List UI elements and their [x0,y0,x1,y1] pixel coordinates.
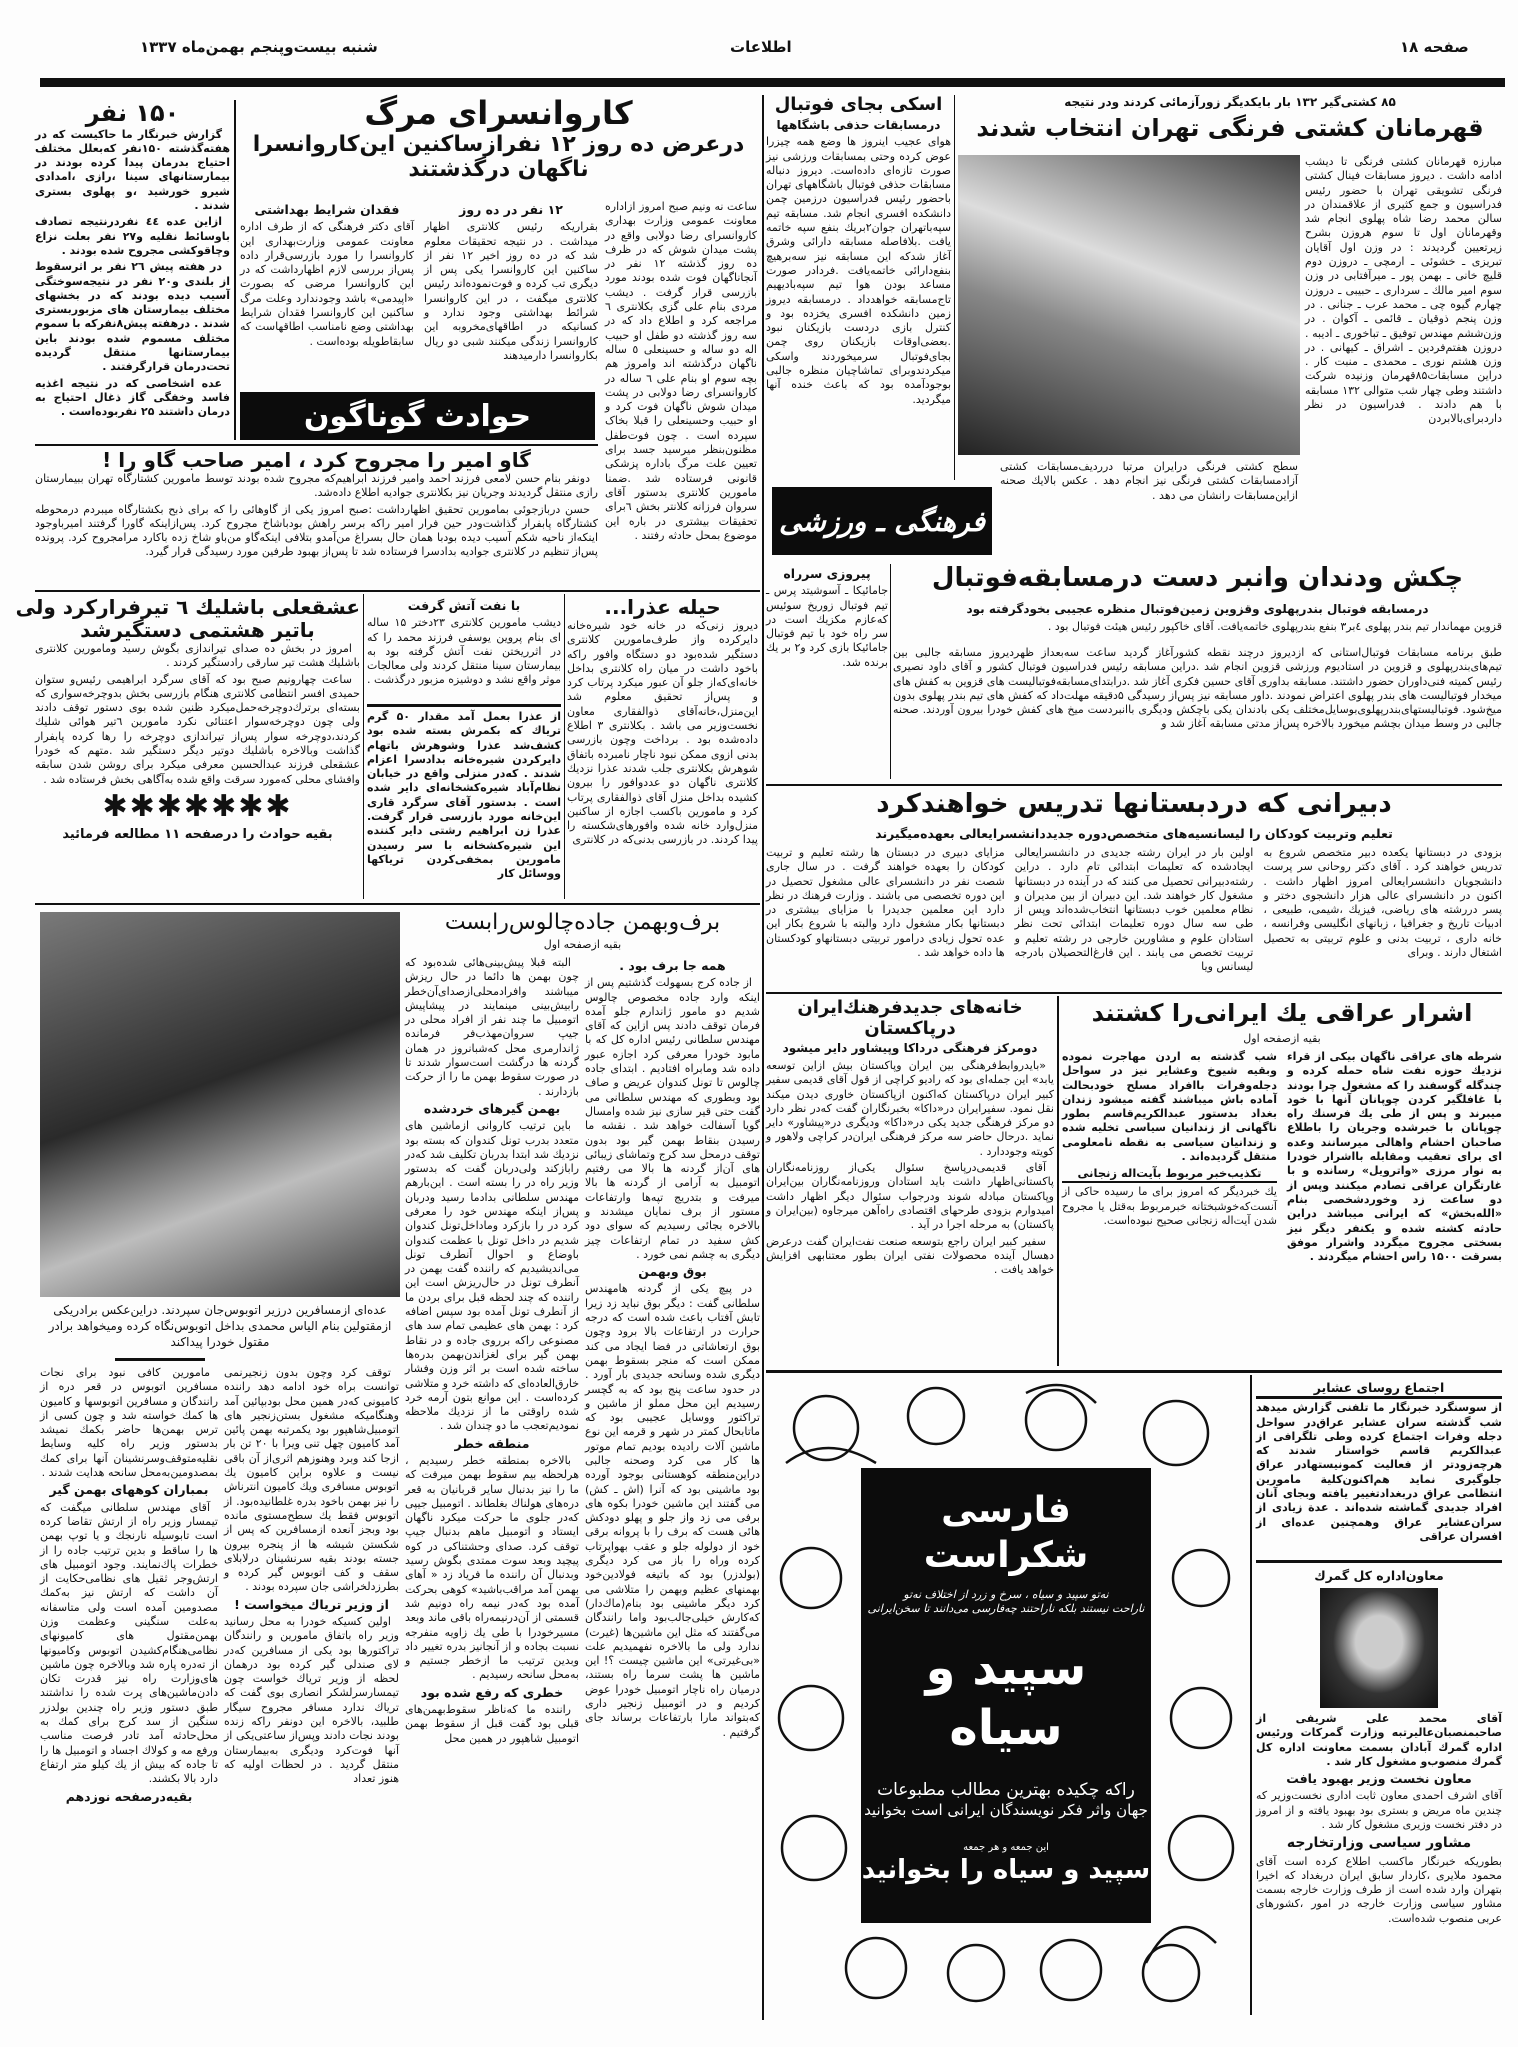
football-lead: قزوین مهماندار تیم بندر پهلوی ٤بر۳ بنفع بندرپهلوی خاتمه‌یافت. آقای خاکپور رئیس هیئت فوتبال بود . [1047,620,1502,633]
paragraph: دیروز زنی‌که در خانه خود شیره‌خانه دایرکرده واز طرف‌مامورین کلانتری دستگیر شده‌بود دو دستگاه وافور راکه باخود داشت در میان راه کلانتری بداخل خانه‌ای‌که‌از جلو آن عبور میکرد پرتاب کرد و پس‌از تحقیق معلوم شد این‌منزل،خانه‌آقای ذوالفقاری معاون نخست‌وزیر می باشد . بکلانتری ۳ اطلاع داده‌شده بود . برداخت وچون بازرسی بدنی ازوی ممکن نبود ناچار نامبرده باتفاق شوهرش بکلانتری جلب شدند عذرا نزدیك کلانتری ناگهان دو عددوافور را بیرون کشیده بداخل منزل آقای ذوالفقاری پرتاب کرد و مامورین باکسب اجازه از ساکنین منزل‌وارد خانه شده وافورهای‌شکسته را پیدا کردند. در بازرسی بدنی‌که در کلانتری [567,619,758,847]
paragraph: آقای قدیمی‌درپاسخ سئوال یکی‌از روزنامه‌نگاران پاکستانی‌اظهار داشت باید استادان وروزنامه‌نگاران بین‌ایران وپاکستان مبادله شوند ودرجواب سئوال دیگر اظهار داشت امیدوارم بزودی طرحهای اقتصادی راه‌آهن میرجاوه (بین‌ایران و پاکستان) به مرحله اجرا در آید . [766,1161,1054,1232]
chalus-column-4 [40,1366,218,1807]
paragraph: ازاین عده ٤٤ نفردرنتیجه تصادف باوسائط نقلیه و۲۷ نفر بعلت نزاع وچاقوکشی مجروح شده بودند . [35,215,230,257]
paragraph: البته قبلا پیش‌بینی‌هائی شده‌بود که چون بهمن ها دائما در حال ریزش میباشند وافرادمحلی‌ازصدای‌آن‌خطر رابیش‌بینی مینمایند در پیشاپیش اتومبیل ما چند نفر از افراد محلی در جیپ سروان‌مهذب‌فر فرمانده ژاندارمری محل که‌شبانروز در همان گردنه ها درگشت است‌سوار شدند تا در صورت سقوط بهمن ما را از حرکت بازدارند . [405,956,579,1098]
section-heading: مشاور سیاسی وزارتخارجه [1286,1835,1472,1852]
section-heading: معاون نخست وزیر بهبود یافت [1286,1771,1472,1787]
article-eshghali [15,595,360,846]
column-divider [234,100,236,440]
section-heading: بهمن گیرهای خردشده [423,1100,561,1116]
caravansara-columns [240,200,598,363]
section-heading: بوق وبهمن [638,1264,707,1280]
divider [35,590,760,592]
column-divider [954,95,955,480]
caravansara-column: ساعت نه ونیم صبح امروز ازاداره معاونت عمومی وزارت بهداری کاروانسرای رضا دولابی واقع در پشت میدان شوش که در ظرف ده روز گذشته ۱۲ نفر در آنجاناگهان فوت شده بودند مورد بازرسی قرار گرفت . دیشب مردی بنام علی گزی بکلانتری ٦ مراجعه کرد و اطلاع داد که در سه روز گذشته دو طفل او حبیب اله دو ساله و حسینعلی ٥ ساله ناگهان درگذشته اند وامروز هم بچه سوم او بنام علی ٦ ساله در کاروانسرای رضا دولابی در پشت میدان شوش ناگهان فوت کرد و او حبیب وحسینعلی را قبلا بخاک سپرده است . چون فوت‌طفل مظنون‌بنظر میرسید جسد برای تعیین علت مرگ باداره پزشکی قانونی فرستاده شد .ضمنا مامورین کلانتری بدستور آقای سروان فرزانه کلانتر بخش ٦برای تحقیقات بیشتری در باره این موضوع بمحل حادثه رفتند . [605,200,757,542]
paragraph: هوای عجیب اینروز ها وضع همه چیزرا عوض کرده وحتی بمسابقات ورزشی نیز صورت تازه‌ای داده‌است. دیروز دنباله مسابقات حذفی فوتبال باشگاههای تهران باحضور رئیس فدراسیون درزمین چمن دانشکده افسری انجام شد. مسابقه تیم سپه‌باتهران جوان۲بریك بنفع سپه خاتمه یافت .بلافاصله مسابقه دارائی وشرق آغاز شدکه این مسابقه نیز سه‌برهیچ بنفع‌دارائی خاتمه‌یافت .فردادر صورت مساعد بودن هوا تیم سپه‌بادیهیم تاج‌مسابقه خواهدداد . درمسابقه دیروز زمین دانشکده افسری یخزده بود و کنترل بازی دردست بازیکنان نبود .بعضی‌اوقات بازیکنان روی چمن بجای‌فوتبال سرمیخوردند واسکی میکردندوبرای تماشاچیان منظره جالبی بوجودآمده بود که باعث خنده آنها میگردید. [766,135,951,406]
divider [766,1370,1502,1373]
paragraph: باین ترتیب کاروانی ازماشین های متعدد بدرب تونل کندوان که بسته بود نزدیك شد ابتدا بدربان تکلیف شد که‌در رابازکند ولی‌دربان گفت که بدستور وزیر راه در را بسته است . این‌بارهم مهندس سلطانی بدادما رسید ودربان پس‌از اینکه مهندس خود را معرفی کرد در را بازکرد وماداخل‌تونل کندوان شدیم در داخل تونل با عظمت کندوان باوضاع و احوال آنطرف تونل می‌اندیشیدیم که راننده گفت بهمن در آنطرف تونل در حال‌ریزش است این راننده که چند لحظه قبل برای بردن ما از آنطرف تونل آمده بود سپس اضافه کرد : بهمن های عظیمی تمام سد های مصنوعی راکه برروی جاده و در نقاط بهمن گیر برای لغزاندن‌بهمن بدره‌ها ساخته شده است بر اثر وزن وفشار خارق‌العاده‌ای که داشته خرد و متلاشی کرده‌است . این موانع بتون آرمه خرد شده راوقتی ما از نزدیك ملاحظه نمودیم‌تعجب ما دو چندان شد . [405,1119,579,1433]
iraq-column-1: شرطه های عراقی ناگهان بیکی از قراء نزدیك حوزه نفت شاه حمله کرده و چندگله گوسفند را که مشغول چرا بودند با غافلگیر کردن چوپانان آنها با خود میبرند و پس از طی یك فرسنك راه چوپانان با خبرشده وجریان را باطلاع صاحبان احشام واهالی میرسانند وعده ای برای تعقیب ومقابله بااشرار خودرا به نوار مرزی «واترویل» رسانده و با غارتگران عراقی تصادم میکنند وپس از دو ساعت زد وخوردشخصی بنام «الله‌بخش» که ایرانی میباشد دراین حادثه کشته شده و یکنفر دیگر نیز بسختی مجروح میگردد واشرار موفق بسرقت ۱۵۰۰ راس احشام میگردند . [1287,1050,1502,1264]
article-opium: از عذرا بعمل آمد مقدار ۵۰ گرم تریاك که بکمرش بسته شده بود کشف‌شد عذرا وشوهرش باتهام دایرکردن شیره‌خانه بدادسرا اعزام شدند . که‌در منزلی واقع در خیابان نظام‌آباد شیره‌کشخانه‌ای دایر شده است . بدستور آقای سرگرد قاری این‌خانه مورد بازرسی قرار گرفت. عذرا زن ابراهیم رشتی دایر کننده این شیره‌کشخانه با سر رسیدن مامورین بمخفی‌کردن تریاکها ووسائل کار [367,710,561,881]
headline-teachers: دبیرانی که دردبستانها تدریس خواهندکرد [876,789,1392,819]
paragraph: از سوسنگرد خبرنگار ما تلفنی گزارش میدهد شب گذشته سران عشایر عراق‌در سواحل دجله وفرات اجتماع کرده وطی تلگرافی از عبدالکریم قاسم خواستار شدند که هرچه‌زودتر از فعالیت کمونیستهادر عراق جلوگیری نماید هم‌اکنون‌کلیة مامورین انتظامی عراق دربغدادتغییر یافته وبجای آنان افراد جدیدی گماشته شده‌اند . عدة زیادی از سران‌عشایر عراق وهمچنین عده‌ای از افسران عراقی [1256,1401,1502,1543]
paragraph: یك خبردیگر که امروز برای ما رسیده حاکی از آنست‌که‌خوشبختانه خبرمربوط به‌قتل یا مجروح شدن آیت‌اله زنجانی صحیح نبوده‌است. [1062,1185,1277,1227]
paragraph: گزارش خبرنگار ما حاکیست که در هفته‌گذشته ۱۵۰نفر که‌بعلل مختلف احتیاج بدرمان پیدا کرده بودند در بیمارستانهای سینا ،رازی ،امدادی شیرو خورشید ،و پهلوی بستری شدند . [35,127,230,213]
divider [115,1358,205,1361]
paragraph: ساعت چهارونیم صبح بود که آقای سرگرد ابراهیمی رئیس‌و ستوان حمیدی افسر انتظامی کلانتری هنگام بازرسی بخش بدوچرخه‌سواری که بسته‌ای برترك‌دوچرخه‌حمل‌میکرد ظنین شده بوی دستور توقف دادند ولی چون دوچرخه‌سوار اعتنائی نکرد مامورین ٦تیر هوائی شلیك کردند،دوچرخه سوار پس‌از تیراندازی دوچرخه را رها کرده پابفرار گذاشت وبالاخره باشلیك دوتیر دیگر دستگیر شد .متهم که خودرا عشقعلی فرزند عبدالحسین معرفی میکرد برای روشن شدن سابقه وافشای محلی که‌مورد سرقت واقع شده به‌آگاهی بخش فرستاده شد . [35,672,360,786]
subheadline: درمسابقات حذفی باشگاهها [776,117,941,132]
headline: باتیر هشتمی دستگیرشد [80,618,315,642]
culture-sports-banner: فرهنگی ـ ورزشی [772,487,992,555]
ad-line: نه‌تو سپید و سیاه ، سرخ و زرد از اختلاف نه‌تو [903,1588,1109,1601]
section-heading: منطقه خطر [454,1435,530,1451]
section-heading: فقدان شرایط بهداشتی [254,202,400,217]
paragraph: بزودی در دبستانها یکعده دبیر متخصص شروع به تدریس خواهند کرد . آقای دکتر روحانی سر پرست دانشجویان دانشسرایعالی امروز اظهار داشت . اکنون در دانشسرای عالی هزار دانشجوی دختر و پسر دررشته های ریاضی، فیزیك ،شیمی، طبیعی ، ادبیات تاریخ و جغرافیا ، زبانهای انگلیسی وفرانسه ، خانه داری ، تربیت بدنی و علوم تربیتی به تحصیل اشتغال دارند . وبرای [1263,846,1502,960]
headline: خانه‌های جدیدفرهنك‌ایران درپاکستان [797,997,1023,1039]
page-number: صفحه ۱۸ [1400,38,1469,56]
continued-from: بقیه ازصفحه اول [543,938,622,951]
paragraph: عده اشخاصی که در نتیجه اغذیه فاسد وخفگی گاز ذغال احتیاج به درمان داشتند ۲۵ نفربوده‌است . [35,376,230,419]
continued-from: بقیه ازصفحه اول [1243,1032,1321,1045]
paragraph: شب گذشته به اردن مهاجرت نموده وبقیه شیوخ وعشایر نیز در سواحل دجله‌وفرات باافراد مسلح خودبحالت آماده باش میباشند گفته میشود زندان بغداد بدستور عبدالکریم‌قاسم بطور ناگهانی از زندانیان سیاسی تخلیه شده و زندانیان سیاسی به نقطه نامعلومی منتقل گردیده‌اند . [1062,1050,1277,1164]
continued-note: بقیه‌درصفحه نوزدهم [65,1788,193,1804]
portrait-photo [1320,1588,1438,1708]
chalus-column-3 [224,1366,399,1789]
chalus-column-2 [405,956,579,1748]
paragraph: در هفته پیش ۲٦ نفر بر اثرسقوط از بلندی و۲۰ نفر در نتیجه‌سوختگی آسیب دیده بودند که در بخشهای مختلف بیمارستان های مزبوربستری شدند . درهفته پیش۸نفرکه با سموم مختلف مسموم شده بودند باین بیمارستانها منتقل گردیده تحت‌درمان قرارگرفتند . [35,260,231,374]
paragraph: مامورین کافی نبود برای نجات مسافرین اتوبوس در قعر دره از رانندگان و مسافرین اتوبوسها و کامیون ها کمك خواسته شد و چون کسی از ترس بهمن‌ها حاضر بکمك نمیشد بدستور وزیر راه کلیه وسایط نقلیه‌متوقف‌وسرنشینان آنها برای کمك بمصدومین‌به‌محل سانحه هدایت شدند . [40,1366,218,1480]
headline-wrestling: قهرمانان کشتی فرنگی تهران انتخاب شدند [976,114,1484,142]
paragraph: آقای اشرف احمدی معاون ثابت اداری نخست‌وزیر که چندین ماه مریض و بستری بود بهبود یافته و از امروز در دفتر نخست وزیری مشغول کار شد . [1256,1789,1502,1832]
headline-customs: معاون‌اداره کل گمرك [1314,1568,1444,1583]
section-heading: از وزیر تریاك میخواست ! [234,1596,389,1612]
paragraph: دیشب مامورین کلانتری ۲۳دختر ۱۵ ساله ای بنام پروین یوسفی فرزند محمد را که در اثرریختن نفت آتش گرفته بود به بیمارستان سینا منتقل کردند ولی معالجات موثر واقع نشد و دوشیزه مزبور درگذشت . [367,616,561,687]
ad-brand: سپید و سیاه [925,1639,1087,1756]
paragraph: «بایدروابط‌فرهنگی بین ایران وپاکستان بیش ازاین توسعه یابد» این جمله‌ای بود که رادیو کراچی از قول آقای قدیمی سفیر کبیر ایران درپاکستان که‌اکنون ازپاکستان خاوری دیدن میکند نقل نمود. سفیرایران در«داکا» بخبرنگاران گفت که‌در نظر دارد دو مرکز فرهنگی جدید یکی در«داکا» ودیگری در«پیشاور» دایر نماید .درحال حاضر سه مرکز فرهنگی ایران‌در کراچی ولاهور و کویته وجوددارد . [766,1058,1054,1158]
divider [35,444,598,446]
page-center-divider [762,95,764,2020]
article-caravansara [240,95,757,182]
article-patients [35,100,230,422]
column-divider [890,564,891,779]
headline: گاو امیر را مجروح کرد ، امیر صاحب گاو را ! [102,448,531,472]
ad-cta: سپید و سیاه را بخوانید [861,1855,1151,1885]
wrestling-caption: سطح کشتی فرنگی درایران مرتبا درردیف‌مسابقات کشتی آزادمسابقات کشتی فرنگی نیز انجام دهد . عکس بالایك صحنه ازاین‌مسابقات رانشان می دهد . [1000,460,1298,502]
paragraph: مزایای دبیری در دبستان ها رشته تعلیم و تربیت کودکان را بعهده خواهند گرفت . در سال جاری شصت نفر در دانشسرای عالی مشغول تحصیل در این دوره تخصصی می باشند . وزارت فرهنك در نظر دارد این معلمین جدیدرا با مزایای بیشتری در دبستانها بکار مشغول دارد والبته با شروع بکار این عده تحول زیادی درامور تربیتی دبستانهاو کودکستان ها داده خواهد شد . [765,846,1005,960]
paragraph: از جاده کرج بسهولت گذشتیم پس از اینکه وارد جاده مخصوص چالوس شدیم دو مامور ژاندارم جلو آمده فرمان توقف دادند پس ازاین که آقای مهندس سلطانی رئیس اداره کل که با مابود خودرا معرفی کرد اجازه عبور داده شد ومابراه افتادیم . ابتدای جاده چالوس تا تونل کندوان عریض و صاف بود وبطوری که مهندس سلطانی می گفت حتی قیر سازی نیز شده وامسال گویا آسفالت خواهد شد . نقشه ما رسیدن بنقاط بهمن گیر بود بدون توقف درمحل سد کرج وتماشای زیبائی های آن‌از گردنه ها بالا می رفتیم اتومبیل به آرامی از گردنه ها بالا میرفت و بتدریج تپه‌ها وارتفاعات مستور از برف نمایان میشدند و بالاخره بجائی رسیدیم که سوای دود کش سفید در تمام ارتفاعات چیز دیگری به چشم نمی خورد . [585,976,760,1261]
paragraph: اولین بار در ایران رشته جدیدی در دانشسرایعالی ایجادشده که تعلیمات ابتدائی تام دارد . دراین رشته‌دبیرانی تحصیل می کنند که در آینده در دبستانها مشغول کار خواهند شد. این دبیران از بین مدیران و نظام معلمین خوب دبستانها انتخاب‌شده‌اند وپس از طی سه سال دوره تعلیمات ابتدائی تحت نظر استادان علوم و مشاورین خارجی در رشته تعلیم و تربیت تخصص می یابند . این فارغ‌التحصیلان بادرجه لیسانس ویا [1014,846,1254,974]
headline: عشقعلی باشلیك ٦ تیرفرارکرد ولی [15,595,360,619]
headline: کاروانسرای مرگ [364,94,633,132]
masthead-rule [40,78,1505,87]
issue-date: شنبه بیست‌وپنجم بهمن‌ماه ۱۳۳۷ [140,38,378,56]
paragraph: آقای دکتر فرهنگی که از طرف اداره معاونت عمومی وزارت‌بهداری این کاروانسرا را مورد بازرسی‌قرار داده پس‌از بررسی لازم اظهارداشت که در این کاروانسرا مرضی که بصورت «اپیدمی» باشد وجودندارد وعلت مرگ ساکنین این کاروانسرا فقدان شرایط بهداشتی وضع نامناسب اطاقهاست که سابقاطویله بوده‌است . [240,220,414,348]
divider [367,704,561,707]
paragraph: بطوریکه خبرنگار ماکسب اطلاع کرده است آقای محمود ملایری ،کاردار سابق ایران دربغداد که اخیرا بتهران وارد شده است از طرف وزارت خارجه بسمت مشاور سیاسی وزارت خارجه در امور ،کشورهای عربی منصوب شده‌است. [1256,1854,1502,1925]
subheadline: تعلیم وتربیت کودکان را لیسانسیه‌های متخصص‌دوره جدیددانشسرایعالی بعهده‌میگیرند [875,826,1393,841]
paragraph: حسن دربازجوئی بمامورین تحقیق اظهارداشت :صبح امروز یکی از گاوهائی را که برای ذبح بکشتارگاه میبردم درمحوطه کشتارگاه پابفرار گذاشت‌ودر حین فرار امیر راکه برسر راهش بودباشاخ مجروح کرد. پس‌ازاینکه گاورا گرفتند امیرباوجود اینکه‌از ناحیه شکم آسیب دیده بودبا همان حال بسراغ من‌آمدو بتلافی اینکه‌گاو من‌باو شاخ زده باکارد مرامجروح کرد. پرونده پس‌از تنظیم در کلانتری جوادیه بدادسرا فرستاده شد تا پس‌از بهبود طرفین مورد رسیدگی قرار گیرد. [35,502,598,559]
divider [1256,1560,1502,1563]
paragraph: آقای مهندس سلطانی میگفت که تیمسار وزیر راه از ارتش تقاضا کرده است تابوسیله نارنجك و یا توپ بهمن ها را ساقط و بدین ترتیب جاده را از خطرات پاك‌نمایند. وجود اتومبیل های ارتش‌وجر ثقیل های نظامی‌حکایت از آن داشت که ارتش نیز به‌کمك مصدومین آمده است ولی متاسفانه به‌علت سنگینی وعظمت وزن بهمن‌مقتول های کامیونهای نظامی‌هنگام‌کشیدن اتوبوس وکامیونها از ته‌دره پاره شد وبالاخره چون ماشین های‌وزارت راه نیز قدرت تکان دادن‌ماشین‌های پرت شده را نداشتند طبق دستور وزیر راه چندین بولدزر سنگین از سد کرج برای کمك به محل‌حادثه آمد تادر فرصت مناسب ورفع مه و کولاك اجساد و اتومبیل ها را تا جاده که بیش از یك کیلو متر ارتفاع دارد بالا بکشند. [40,1500,218,1786]
events-banner: حوادث گوناگون [240,392,595,440]
wrestling-text: مبارزه قهرمانان کشتی فرنگی تا دیشب ادامه داشت . دیروز مسابقات فینال کشتی فرنگی تشویقی تهران با حضور رئیس فدراسیون و جمع کثیری از علاقمندان در سالن محمد رضا شاه پهلوی انجام شد وقهرمانان اول تا سوم هروزن بشرح زیرتعیین گردیدند : در وزن اول آقایان تبریزی ـ خشوئی ـ ارمچی ـ دروزن دوم قلیچ خانی ـ بهمن پور ـ میرآفتابی در وزن سوم امیر مالك ـ سرداری ـ حبیبی ـ دروزن چهارم گیوه چی ـ محمد عرب ـ جنانی . در وزن پنجم ذوقیان ـ قائمی ـ آکوان . در وزن‌ششم مهندس توفیق ـ تباخوری ـ ادیبه . دروزن هفتم‌فردین ـ اشراق ـ کیهانی . در وزن هشتم نوری ـ محمدی ـ منبت کار . دراین مسابقات۸۵قهرمان وزنیده شرکت داشتند وطی چهار شب متوالی ۱۳۲ مسابقه با هم دادند . فدراسیون در نظر دارد‌برای‌بالابردن [1305,155,1503,426]
paragraph: در پیچ یکی از گردنه هامهندس سلطانی گفت : دیگر بوق نباید زد زیرا تابش آفتاب باعث شده است که درجه حرارت در ارتفاعات بالا برود وچون بوق ارتعاشاتی در فضا ایجاد می کند ممکن است که منجر بسقوط بهمن دیگری شده وسانحه جدیدی بار آورد . در حدود ساعت پنج بود که به گچسر رسیدیم این محل مملو از ماشین و تراکتور ووسایل عجیبی بود که ماتابحال کمتر در شهر و قرمه این نوع ماشین آلات رادیده بودیم تمام موتور ها کار می کرد وصحنه جالبی دراین‌منطقه کوهستانی بوجود آورده بود ماشینی بود که آنرا (اش ـ کش) می گفتند این ماشین خودرا بکوه های برفی می زد واز جلو و پهلو دودکش هائی هست که برف را با پروانه برقی خود از دولوله جلو و عقب بهواپرتاب کرده وراه را باز می کرد دیگری (بولدزر) بود که باتیغه فولادین‌خود بهمنهای عظیم وبهمن را متلاشی می کرد دیگر ماشینی بود بنام(ماك‌دار) که‌کارش خیلی‌جالب‌بود واما رانندگان می‌گفتند که مثل این ماشین‌ها (غیرت) ندارد ولی ما بالاخره نفهمیدیم علت «بی‌غیرتی» این ماشین چیست ؟! این ماشین ها پشت سرما راه بستند، درمیان راه ناچار اتومبیل خودرا عوض کردیم و در اتومبیل زنجیر داری که‌بتواند مارا بارتفاعات برساند جای گرفتیم . [585,1282,760,1739]
ad-line: جهان واثر فکر نویسندگان ایرانی است بخوانید [864,1800,1148,1819]
newspaper-name: اطلاعات [730,38,792,56]
ad-line: ناراحت نیستند بلکه ناراحتند چه‌فارسی می‌دانند تا سخن‌ایرانی [867,1601,1145,1615]
paragraph: اولین کسیکه خودرا به محل رسانید وزیر راه باتفاق مامورین و رانندگان تراکتورها بود یکی از مسافرین که‌در لای صندلی گیر کرده بود درهمان لحظه از وزیر تریاك خواست چون تیمسارسرلشکر انصاری بوی گفت که تریاك ندارد مسافر مجروح سیگار طلبید، بالاخره این دونفر راکه زنده بودند نجات دادند وپس‌از ساعتی‌یکی از آنها فوت‌کرد ودیگری به‌بیمارستان منتقل گردید . در لحظات اولیه که هنوز تعداد [224,1615,399,1786]
section-heading: تکذیب‌خبر مربوط بآیت‌اله زنجانی [1062,1166,1277,1183]
headline-chalus: برف‌وبهمن جاده‌چالوس‌رابست [444,910,721,935]
article-pakistan [766,998,1054,1279]
paragraph: بقراریکه رئیس کلانتری اظهار میداشت . در نتیجه تحقیقات معلوم شد که در ده روز اخیر ۱۲ نفر از ساکنین این کاروانسرا یکی پس از دیگری تب کرده و فوت‌نموده‌اند رئیس کلانتری میگفت ، در این کاروانسرا شرائط بهداشتی وجود ندارد و کسانیکه در اطاقهای‌مخروبه این کاروانسرا زندگی میکنند شبی دو ریال بکاروانسرا دارمیدهند [424,220,598,362]
headline: ۱۵۰ نفر [85,99,180,127]
paragraph: راننده ما که‌ناظر سقوط‌بهمن‌های قبلی بود گفت قبل از سقوط بهمن اتومبیل شاهپور در همین محل [405,1703,579,1745]
headline-football: چکش ودندان وانبر دست درمسابقه‌فوتبال [931,563,1464,593]
subheadline: درعرض ده روز ۱۲ نفرازساکنین این‌کاروانسرا [252,131,745,157]
column-divider [1250,1375,1252,2015]
kicker: ۸۵ کشتی‌گیر ۱۳۲ بار بایکدیگر زورآزمائی کردند ودر نتیجه [1064,95,1396,109]
article-jamaica [766,564,888,670]
wrestling-photo [958,155,1300,455]
bus-accident-photo [40,912,400,1297]
column-divider [363,594,364,899]
article-azra [567,596,758,848]
article-ski [766,95,951,407]
article-tribes [1256,1378,1502,1544]
section-heading: اجتماع روسای عشایر [1256,1380,1502,1399]
headline-iraq: اشرار عراقی یك ایرانی‌را کشتند [1091,999,1473,1027]
divider [35,903,760,905]
paragraph: سفیر کبیر ایران راجع بتوسعه صنعت نفت‌ایران گفت درعرض دهسال آینده محصولات نفتی ایران بطور معتنابهی افزایش خواهد یافت . [766,1234,1054,1277]
teachers-columns [766,846,1502,975]
star-divider: ✱✱✱✱✱✱✱ [102,788,293,824]
paragraph: امروز در بخش ده صدای تیراندازی بگوش رسید ومامورین کلانتری باشلیك هشت تیر سارقی رادستگیر کردند . [35,642,360,670]
iraq-column-2 [1062,1050,1277,1228]
headline: حیله عذرا... [604,595,721,619]
divider [766,784,1502,786]
right-briefs [1256,1712,1502,1926]
paragraph: جامائیکا ـ آسوشیتد پرس ـ تیم فوتبال زوریخ سوئیس که‌عازم مکزیك است در سر راه خود با تیم فوتبال جامائیکا بازی کرد و۲ بر یك برنده شد. [766,584,888,669]
headline: اسکی بجای فوتبال [774,94,943,115]
sepid-o-siah-ad [766,1378,1246,2013]
paragraph: توقف کرد وچون بدون زنجیرنمی توانست براه خود ادامه دهد راننده کامیونی که‌در همین محل بودبپائین آمد وهنگامیکه مشغول بستن‌زنجیر های اتومبیل‌شاهپور بود یکمرتبه بهمن پائین آمد کامیون چهل تنی ویرا با ۲۰ تن بار ازجا کند وبرد وهنوزهم اثری‌از آن باقی نیست و علاوه براین کامیون یك اتوبوس مسافری ویك کامیون انترناش را نیز بهمن باخود بدره غلطانیده‌بود. از اتوبوس فقط یك سطح‌مستوی مانده بود وبجز آنعده ازمسافرین که پس از شکستن شیشه ها از پنجره بیرون جسته بودند بقیه سرنشینان درلابلای سقف و کف اتوبوس گیر کرده و بطرزدلخراشی جان سپرده بودند . [224,1366,399,1594]
section-heading: خطری که رفع شده بود [420,1684,564,1700]
column-divider [564,594,565,899]
subheadline: درمسابقه فوتبال بندرپهلوی وقزوین زمین‌فوتبال منظره عجیبی بخودگرفته بود [966,602,1429,616]
subheadline: ناگهان درگذشتند [408,157,589,183]
headline: پیروزی سرراه [783,566,871,581]
section-heading: ۱۲ نفر در ده روز [459,202,563,217]
divider [766,992,1502,994]
subheadline: دومرکز فرهنگی درداکا وپیشاور دایر میشود [782,1041,1038,1056]
ad-small: این جمعه و هر جمعه [963,1841,1049,1853]
paragraph: بالاخره بمنطقه خطر رسیدیم ، هرلحظه بیم سقوط بهمن میرفت که ما را نیز بدنبال سایر قربانیان به قعر دره‌های هولناك بغلطاند . اتومبیل جیپی که‌در جلوی ما حرکت میکرد ناگهان ایستاد و اتومبیل ماهم بدنبال جیپ توقف کرد. صدای وحشتناکی در کوه پیچید وبعد سوت ممتدی بگوش رسید وبدنبال آن راننده ما فریاد زد « آهای بهمن آمد مراقب‌باشید» کوهی بحرکت آمده بود که‌در نیمه راه دونیم شد قسمتی از آن‌درنیمه‌راه باقی ماند وبعد مسیرخودرا با طی یك زاویه منفرجه نسبت بجاده و از آنجانیز بدره تغییر داد وبدین ترتیب ما ازخطر جستیم و به‌محل سانحه رسیدیم . [405,1454,579,1682]
section-heading: همه جا برف بود . [619,958,726,973]
column-divider [1057,996,1059,1366]
article-fire [367,596,561,688]
football-text: طبق برنامه مسابقات فوتبال‌استانی که ازدیروز درچند نقطه کشورآغاز گردید ساعت سه‌بعداز ظهر‌دیروز مسابقه جالبی بین تیم‌های‌بندرپهلوی و قزوین در استادیوم ورزشی قزوین انجام شد .دراین مسابقه رئیس فدراسیون فوتبال کشور و آقای داود نصیری رئیس کمیته فنی‌داوران حضور داشتند. مسابقه بداوری آقای حسین فکری آغاز شد .درابتدای‌مسابقه‌فوتبالیست های قزوین به کفش های میخدار فوتبالیست های بندر پهلوی اعتراض نمودند .داور مسابقه نیز پس‌از رسیدگی ۵دقیقه مهلت‌داد که کفش های تیم بندر پهلوی بدون میخ‌شود. فوتبالیستهای‌بندرپهلوی‌بوسایل‌مختلف یکی بادندان یکی باچکش ودیگری باانبردست میخ های کفش خودرا بیرون آوردند. صحنه جالبی در وسط میدان بچشم میخورد بالاخره پس‌از مدتی مسابقه آغاز شد و [893,646,1502,731]
ad-line: راکه چکیده بهترین مطالب مطبوعات [877,1779,1135,1800]
paragraph: دونفر بنام حسن لامعی فرزند احمد وامیر فرزند ابراهیم‌که مجروح شده بودند توسط مامورین کشتارگاه تهران ببیمارستان رازی منتقل گردیدند وجریان نیز بکلانتری جوادیه اطلاع داده‌شد. [35,472,598,500]
section-heading: بمباران کوههای بهمن گیر [49,1482,209,1498]
paragraph: آقای محمد علی شریفی از صاحبمنصبان‌عالیرتبه وزارت گمرکات ورئیس اداره گمرك آبادان بسمت معاونت اداره کل گمرك منصوب‌و مشغول کار شد . [1256,1712,1502,1768]
chalus-column-1 [585,956,760,1742]
article-cow [35,449,598,562]
headline: با نفت آتش گرفت [407,598,521,613]
continued-note: بقیه حوادث را درصفحه ۱۱ مطالعه فرمائید [62,826,333,842]
photo-caption: عده‌ای ازمسافرین درزیر اتوبوس‌جان سپردند. دراین‌عکس برادریکی ازمقتولین بنام الیاس محمدی بداخل اتوبوس‌نگاه کرده ومیخواهد برادر مقتول خودرا پیداکند [48,1303,392,1350]
ad-headline: فارسی شکراست [923,1490,1089,1576]
